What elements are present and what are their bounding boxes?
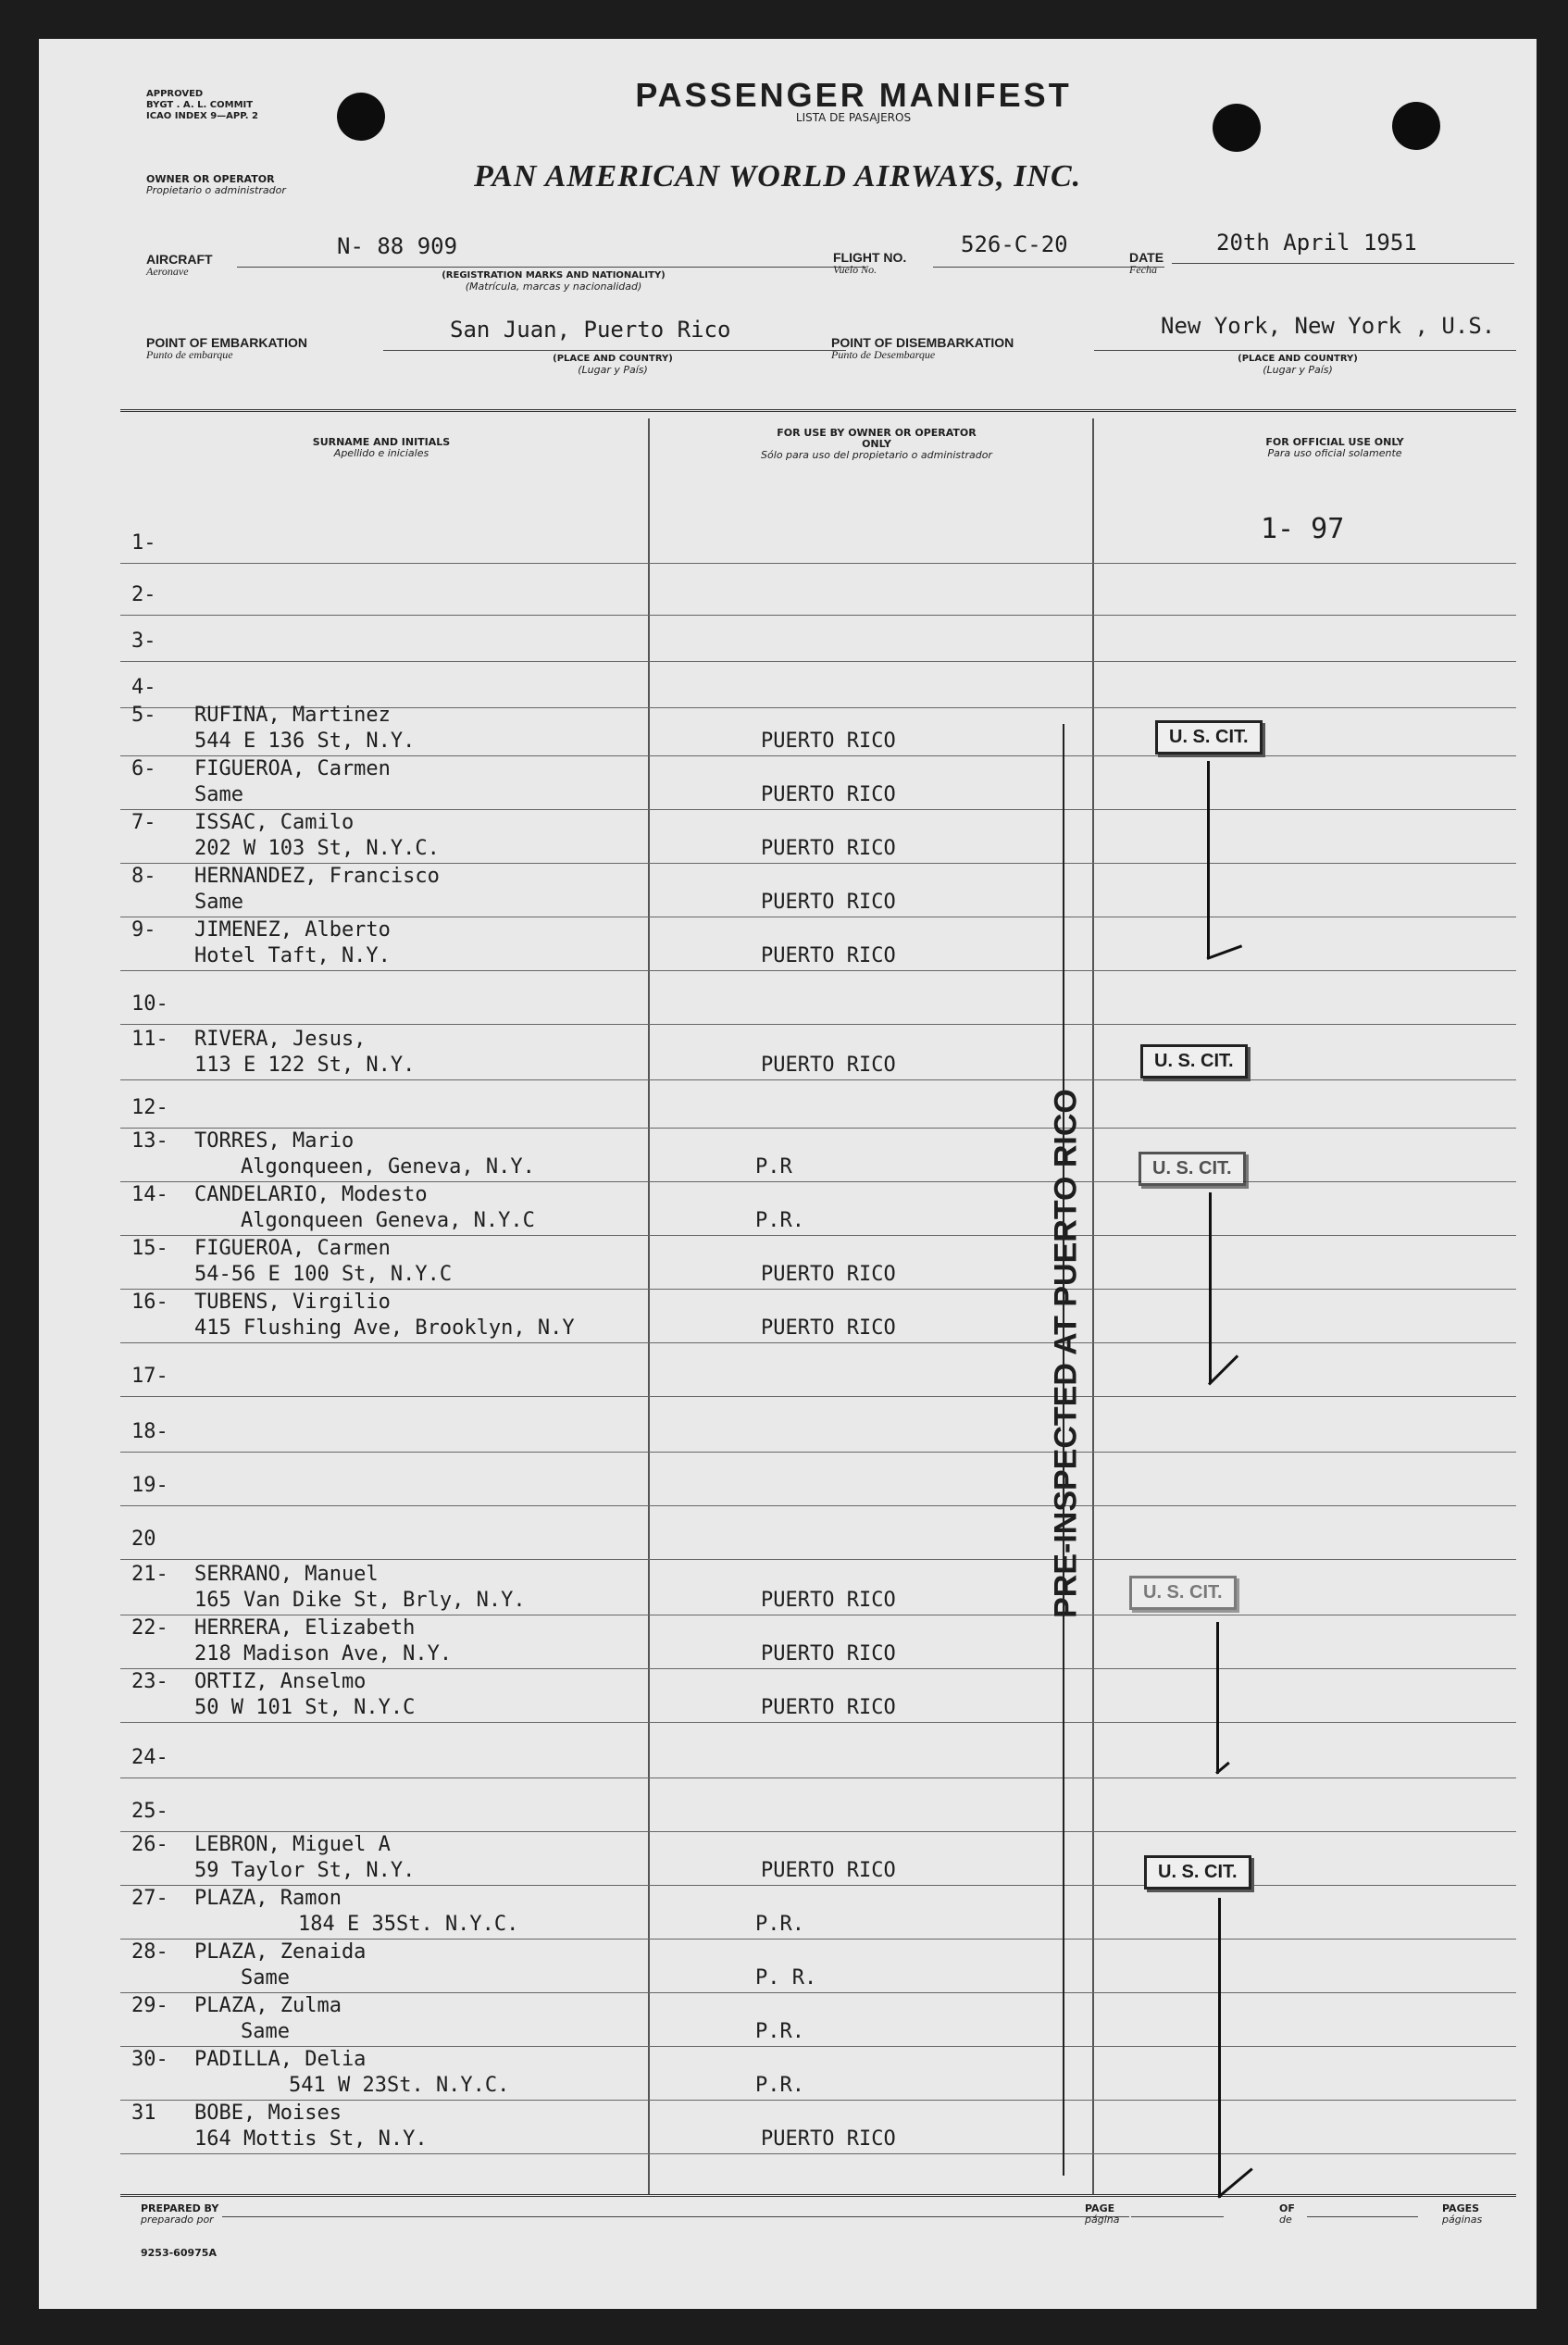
page-subtitle: LISTA DE PASAJEROS (795, 111, 912, 124)
row-number: 18- (131, 1420, 168, 1443)
owner-use-value: PUERTO RICO (761, 2127, 896, 2151)
row-divider (120, 1831, 1516, 1832)
passenger-address: 113 E 122 St, N.Y. (194, 1054, 416, 1077)
row-number: 9- (131, 918, 156, 942)
approved-block (146, 89, 258, 122)
row-number: 10- (131, 992, 168, 1016)
row-number: 13- (131, 1129, 168, 1153)
row-number: 12- (131, 1096, 168, 1119)
official-row-1-value: 1- 97 (1261, 513, 1345, 545)
passenger-address: 164 Mottis St, N.Y. (194, 2127, 428, 2151)
passenger-name: JIMENEZ, Alberto (194, 918, 391, 942)
us-cit-stamp: U. S. CIT. (1144, 1855, 1251, 1890)
owner-use-value: P.R (755, 1155, 792, 1179)
owner-use-value: PUERTO RICO (761, 837, 896, 860)
passenger-address: 59 Taylor St, N.Y. (194, 1859, 416, 1882)
row-number: 24- (131, 1746, 168, 1769)
row-number: 2- (131, 583, 156, 606)
us-cit-bracket (1209, 1192, 1212, 1383)
passenger-name: TUBENS, Virgilio (194, 1291, 391, 1314)
flight-label-es: Vuelo No. (833, 263, 877, 276)
passenger-name: LEBRON, Miguel A (194, 1833, 391, 1856)
passenger-name: ISSAC, Camilo (194, 811, 355, 834)
official-header (1177, 437, 1492, 459)
owner-use-value: PUERTO RICO (761, 1589, 896, 1612)
row-number: 4- (131, 676, 156, 699)
row-divider (120, 755, 1516, 756)
row-number: 31 (131, 2102, 156, 2125)
us-cit-stamp: U. S. CIT. (1140, 1044, 1248, 1079)
passenger-address: 541 W 23St. N.Y.C. (289, 2074, 510, 2097)
page-title: PASSENGER MANIFEST (635, 76, 1072, 114)
passenger-address: 165 Van Dike St, Brly, N.Y. (194, 1589, 526, 1612)
us-cit-stamp: U. S. CIT. (1139, 1152, 1246, 1186)
approved-line: BYGT . A. L. COMMIT (146, 100, 254, 110)
official-header-label: FOR OFFICIAL USE ONLY (1265, 436, 1404, 448)
passenger-address: Same (241, 2020, 290, 2043)
row-divider (120, 970, 1516, 971)
row-divider (120, 615, 1516, 616)
owner-use-value: P.R. (755, 1913, 804, 1936)
passenger-address: 415 Flushing Ave, Brooklyn, N.Y (194, 1316, 575, 1340)
passenger-address: Same (241, 1966, 290, 1990)
date-underline (1172, 263, 1514, 264)
row-divider (120, 2153, 1516, 2154)
row-number: 17- (131, 1365, 168, 1388)
passenger-name: ORTIZ, Anselmo (194, 1670, 367, 1693)
owner-label-block (146, 174, 286, 196)
column-divider-1 (648, 418, 650, 2194)
owner-use-value: PUERTO RICO (761, 944, 896, 967)
us-cit-bracket-tick (1208, 1354, 1238, 1385)
owner-use-value: PUERTO RICO (761, 1054, 896, 1077)
table-top-rule (120, 409, 1516, 412)
row-divider (120, 1235, 1516, 1236)
us-cit-stamp: U. S. CIT. (1155, 720, 1263, 755)
embark-label-es: Punto de embarque (146, 348, 233, 361)
row-number: 1- (131, 531, 156, 555)
passenger-address: 54-56 E 100 St, N.Y.C (194, 1263, 453, 1286)
row-divider (120, 1992, 1516, 1993)
us-cit-bracket (1216, 1622, 1219, 1774)
row-divider (120, 1885, 1516, 1886)
punch-hole-far-right (1392, 102, 1440, 150)
of-label-es: de (1279, 2214, 1292, 2226)
embark-underline (383, 350, 846, 351)
disembark-underline (1094, 350, 1516, 351)
prepared-label: PREPARED BY (141, 2202, 219, 2214)
us-cit-bracket-tick (1206, 944, 1242, 959)
passenger-address: Hotel Taft, N.Y. (194, 944, 391, 967)
place-label: (PLACE AND COUNTRY) (553, 354, 673, 364)
row-divider (120, 863, 1516, 864)
row-number: 26- (131, 1833, 168, 1856)
passenger-name: SERRANO, Manuel (194, 1563, 379, 1586)
row-number: 29- (131, 1994, 168, 2017)
owner-use-value: P.R. (755, 2074, 804, 2097)
passenger-name: FIGUEROA, Carmen (194, 1237, 391, 1260)
row-divider (120, 563, 1516, 564)
flight-label: FLIGHT NO. (833, 250, 907, 265)
owner-header-label-es: Sólo para uso del propietario o administrador (761, 449, 992, 461)
passenger-name: PLAZA, Ramon (194, 1887, 342, 1910)
passenger-name: PADILLA, Delia (194, 2048, 367, 2071)
page-block (1085, 2203, 1119, 2226)
us-cit-bracket (1207, 761, 1210, 957)
owner-use-value: PUERTO RICO (761, 1859, 896, 1882)
row-number: 22- (131, 1616, 168, 1640)
passenger-name: RIVERA, Jesus, (194, 1028, 367, 1051)
owner-use-value: P.R. (755, 1209, 804, 1232)
aircraft-value: N- 88 909 (337, 233, 458, 259)
row-number: 14- (131, 1183, 168, 1206)
manifest-sheet (39, 39, 1537, 2309)
row-number: 11- (131, 1028, 168, 1051)
row-divider (120, 1342, 1516, 1343)
of-block (1279, 2203, 1295, 2226)
disembark-value: New York, New York , U.S. (1161, 313, 1496, 339)
pages-label-es: páginas (1442, 2214, 1483, 2226)
owner-label: OWNER OR OPERATOR (146, 173, 275, 185)
passenger-name: FIGUEROA, Carmen (194, 757, 391, 780)
owner-use-value: PUERTO RICO (761, 891, 896, 914)
punch-hole-left (337, 93, 385, 141)
passenger-name: RUFINA, Martinez (194, 704, 391, 727)
row-divider (120, 1079, 1516, 1080)
approved-line: ICAO INDEX 9—APP. 2 (146, 111, 258, 121)
passenger-name: BOBE, Moises (194, 2102, 342, 2125)
passenger-address: 184 E 35St. N.Y.C. (298, 1913, 519, 1936)
row-divider (120, 1452, 1516, 1453)
of-underline (1307, 2216, 1418, 2217)
passenger-address: Algonqueen, Geneva, N.Y. (241, 1155, 535, 1179)
row-number: 15- (131, 1237, 168, 1260)
owner-use-value: PUERTO RICO (761, 783, 896, 806)
owner-use-value: PUERTO RICO (761, 730, 896, 753)
row-divider (120, 1777, 1516, 1778)
surname-header-label: SURNAME AND INITIALS (312, 436, 451, 448)
passenger-address: Same (194, 891, 243, 914)
surname-header-label-es: Apellido e iniciales (333, 447, 429, 459)
row-divider (120, 1128, 1516, 1129)
row-number: 6- (131, 757, 156, 780)
owner-header-label: FOR USE BY OWNER OR OPERATOR ONLY (777, 427, 977, 450)
place-label-right: (PLACE AND COUNTRY) (1238, 354, 1358, 364)
passenger-name: CANDELARIO, Modesto (194, 1183, 428, 1206)
title-block (557, 76, 1150, 124)
pre-inspected-stamp: PRE-INSPECTED AT PUERTO RICO (1048, 1089, 1084, 1618)
row-divider (120, 1722, 1516, 1723)
official-header-label-es: Para uso oficial solamente (1267, 447, 1402, 459)
row-number: 8- (131, 865, 156, 888)
date-value: 20th April 1951 (1216, 230, 1417, 256)
pages-block (1442, 2203, 1482, 2226)
page-underline (1131, 2216, 1224, 2217)
row-number: 3- (131, 630, 156, 653)
date-label-es: Fecha (1129, 263, 1157, 276)
passenger-address: 218 Madison Ave, N.Y. (194, 1642, 453, 1665)
passenger-address: 202 W 103 St, N.Y.C. (194, 837, 440, 860)
passenger-name: PLAZA, Zulma (194, 1994, 342, 2017)
prepared-underline (222, 2216, 1129, 2217)
passenger-address: Algonqueen Geneva, N.Y.C (241, 1209, 535, 1232)
passenger-name: TORRES, Mario (194, 1129, 355, 1153)
row-divider (120, 2100, 1516, 2101)
prepared-block (141, 2203, 218, 2226)
owner-use-value: P. R. (755, 1966, 817, 1990)
place-label-es: (Lugar y País) (578, 364, 648, 376)
place-label-right-es: (Lugar y País) (1263, 364, 1333, 376)
row-divider (120, 1024, 1516, 1025)
row-number: 28- (131, 1940, 168, 1964)
passenger-name: HERRERA, Elizabeth (194, 1616, 416, 1640)
row-number: 27- (131, 1887, 168, 1910)
of-label: OF (1279, 2202, 1295, 2214)
flight-value: 526-C-20 (961, 231, 1068, 257)
passenger-address: 50 W 101 St, N.Y.C (194, 1696, 416, 1719)
row-divider (120, 1668, 1516, 1669)
passenger-address: 544 E 136 St, N.Y. (194, 730, 416, 753)
row-divider (120, 1289, 1516, 1290)
row-divider (120, 1396, 1516, 1397)
page-label-es: página (1085, 2214, 1120, 2226)
date-label: DATE (1129, 250, 1164, 265)
row-number: 16- (131, 1291, 168, 1314)
owner-use-value: P.R. (755, 2020, 804, 2043)
owner-use-value: PUERTO RICO (761, 1696, 896, 1719)
owner-use-value: PUERTO RICO (761, 1642, 896, 1665)
punch-hole-right (1213, 104, 1261, 152)
embark-value: San Juan, Puerto Rico (450, 317, 731, 343)
registration-label-es: (Matrícula, marcas y nacionalidad) (465, 281, 642, 293)
row-number: 19- (131, 1474, 168, 1497)
disembark-label: POINT OF DISEMBARKATION (831, 335, 1014, 350)
column-divider-2 (1092, 418, 1094, 2194)
row-number: 7- (131, 811, 156, 834)
aircraft-underline (237, 267, 866, 268)
row-number: 5- (131, 704, 156, 727)
row-number: 23- (131, 1670, 168, 1693)
row-divider (120, 809, 1516, 810)
owner-label-es: Propietario o administrador (146, 184, 286, 196)
prepared-label-es: preparado por (141, 2214, 214, 2226)
aircraft-label-es: Aeronave (146, 265, 189, 278)
row-number: 25- (131, 1800, 168, 1823)
us-cit-bracket (1218, 1898, 1221, 2198)
row-number: 20 (131, 1528, 156, 1551)
row-divider (120, 1181, 1516, 1182)
row-divider (120, 661, 1516, 662)
disembark-label-es: Punto de Desembarque (831, 348, 936, 361)
registration-label: (REGISTRATION MARKS AND NATIONALITY) (442, 270, 666, 281)
row-number: 30- (131, 2048, 168, 2071)
row-divider (120, 2046, 1516, 2047)
owner-use-value: PUERTO RICO (761, 1316, 896, 1340)
row-number: 21- (131, 1563, 168, 1586)
passenger-name: HERNANDEZ, Francisco (194, 865, 440, 888)
row-divider (120, 1939, 1516, 1940)
stamp-bracket-line (1063, 724, 1064, 2176)
embark-label: POINT OF EMBARKATION (146, 335, 307, 350)
aircraft-label: AIRCRAFT (146, 252, 213, 267)
row-divider (120, 1559, 1516, 1560)
passenger-name: PLAZA, Zenaida (194, 1940, 367, 1964)
owner-header (761, 428, 992, 461)
page-label: PAGE (1085, 2202, 1115, 2214)
surname-header (178, 437, 585, 459)
us-cit-stamp: U. S. CIT. (1129, 1576, 1237, 1610)
airline-name: PAN AMERICAN WORLD AIRWAYS, INC. (474, 159, 1082, 193)
form-number: 9253-60975A (141, 2247, 217, 2259)
row-divider (120, 1505, 1516, 1506)
pages-label: PAGES (1442, 2202, 1480, 2214)
table-bottom-rule (120, 2194, 1516, 2197)
approved-line: APPROVED (146, 89, 204, 99)
passenger-address: Same (194, 783, 243, 806)
owner-use-value: PUERTO RICO (761, 1263, 896, 1286)
